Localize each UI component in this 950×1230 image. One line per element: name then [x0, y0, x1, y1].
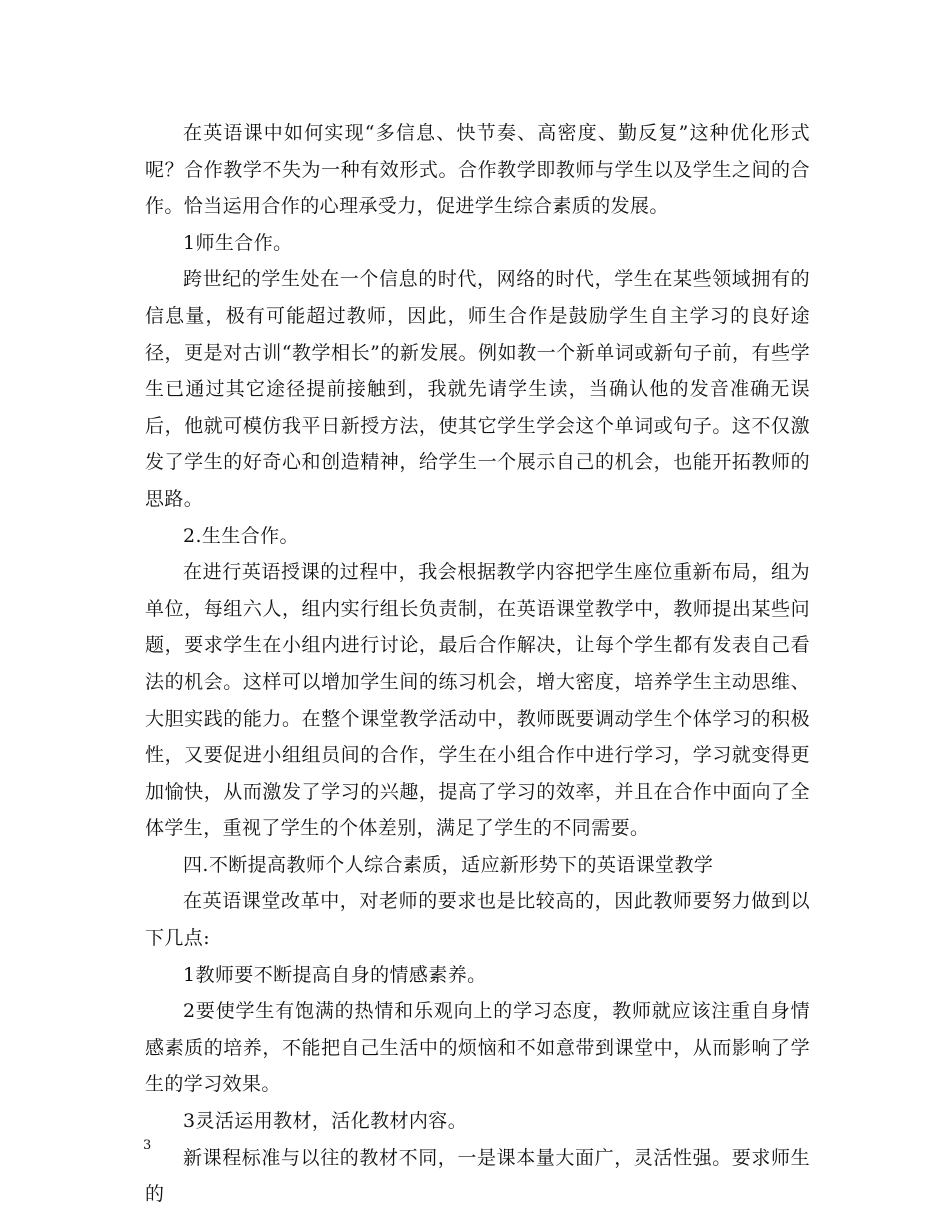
list-item-student-attitude: 2要使学生有饱满的热情和乐观向上的学习态度，教师就应该注重自身情感素质的培养，不能把自己生活中的烦恼和不如意带到课堂中，从而影响了学生的学习效果。 — [145, 1000, 810, 1096]
paragraph-student-student-cooperation: 在进行英语授课的过程中，我会根据教学内容把学生座位重新布局，组为单位，每组六人，组内实行组长负责制，在英语课堂教学中，教师提出某些问题，要求学生在小组内进行讨论，最后合作解决，让每个学生都有发表自己看法的机会。这样可以增加学生间的练习机会，增大密度，培养学生主动思维、大胆实践的能力。在整个课堂教学活动中，教师既要调动学生个体学习的积极性，又要促进小组组员间的合作，学生在小组合作中进行学习，学习就变得更加愉快，从而激发了学习的兴趣，提高了学习的效率，并且在合作中面向了全体学生，重视了学生的个体差别，满足了学生的不同需要。 — [145, 561, 810, 840]
paragraph-teacher-requirements: 在英语课堂改革中，对老师的要求也是比较高的，因此教师要努力做到以下几点: — [145, 890, 810, 950]
paragraph-teacher-student-cooperation: 跨世纪的学生处在一个信息的时代，网络的时代，学生在某些领域拥有的信息量，极有可能超过教师，因此，师生合作是鼓励学生自主学习的良好途径，更是对古训“教学相长”的新发展。例如教一个新单词或新句子前，有些学生已通过其它途径提前接触到，我就先请学生读，当确认他的发音准确无误后，他就可模仿我平日新授方法，使其它学生学会这个单词或句子。这不仅激发了学生的好奇心和创造精神，给学生一个展示自己的机会，也能开拓教师的思路。 — [145, 268, 810, 510]
list-item-emotional-literacy: 1教师要不断提高自身的情感素养。 — [183, 963, 487, 986]
list-item-flexible-materials: 3灵活运用教材，活化教材内容。 — [183, 1110, 468, 1133]
heading-section-four: 四.不断提高教师个人综合素质，适应新形势下的英语课堂教学 — [183, 853, 714, 876]
paragraph-new-curriculum: 新课程标准与以往的教材不同，一是课本量大面广，灵活性强。要求师生的 — [145, 1146, 810, 1206]
page-number: 3 — [143, 1138, 152, 1153]
heading-student-student-cooperation: 2.生生合作。 — [183, 524, 299, 547]
paragraph-intro: 在英语课中如何实现“多信息、快节奏、高密度、勤反复”这种优化形式呢？合作教学不失为一种有效形式。合作教学即教师与学生以及学生之间的合作。恰当运用合作的心理承受力，促进学生综合素质的发展。 — [145, 122, 810, 218]
heading-teacher-student-cooperation: 1师生合作。 — [183, 231, 293, 254]
document-body — [145, 115, 810, 1213]
